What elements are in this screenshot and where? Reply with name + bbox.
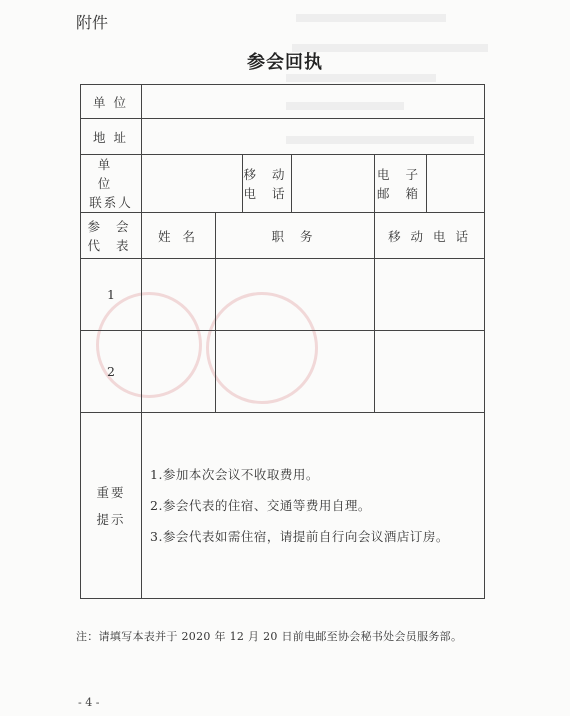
- important-label-line2: 提示: [96, 511, 126, 527]
- attachment-label: 附件: [76, 13, 109, 32]
- address-field[interactable]: [142, 119, 485, 155]
- contact-label: [81, 155, 142, 213]
- representative-row: [81, 331, 485, 413]
- representative-position-field[interactable]: [216, 259, 375, 331]
- note-item: 2.参会代表的住宿、交通等费用自理。: [150, 497, 371, 513]
- mobile-label-line1: 移 动: [243, 166, 291, 182]
- mobile-label: [243, 155, 292, 213]
- important-notes: [142, 413, 485, 599]
- unit-field[interactable]: [142, 85, 485, 119]
- position-column-header: 职 务: [216, 213, 375, 259]
- email-label: [375, 155, 427, 213]
- footnote: 注：请填写本表并于 2020 年 12 月 20 日前电邮至协会秘书处会员服务部。: [76, 630, 463, 643]
- representative-label-line1: 参 会: [87, 218, 135, 234]
- name-column-header: 姓 名: [142, 213, 216, 259]
- important-label-line1: 重要: [96, 484, 126, 500]
- email-label-line1: 电 子: [377, 166, 424, 182]
- email-field[interactable]: [427, 155, 485, 213]
- mobile-field[interactable]: [292, 155, 375, 213]
- representative-phone-field[interactable]: [375, 331, 485, 413]
- address-label: 地址: [81, 119, 142, 155]
- reply-form-table: [80, 84, 485, 599]
- contact-field[interactable]: [142, 155, 243, 213]
- bleed-through-line: [296, 14, 446, 22]
- contact-label-line1: 单 位: [97, 157, 125, 191]
- representative-name-field[interactable]: [142, 259, 216, 331]
- note-item: 1.参加本次会议不收取费用。: [150, 466, 319, 482]
- representative-label: [81, 213, 142, 259]
- representative-row: [81, 259, 485, 331]
- phone-column-header: 移 动 电 话: [375, 213, 485, 259]
- important-label: [81, 413, 142, 599]
- note-item: 3.参会代表如需住宿，请提前自行向会议酒店订房。: [150, 528, 449, 544]
- page-title: 参会回执: [247, 52, 323, 73]
- representative-position-field[interactable]: [216, 331, 375, 413]
- representative-name-field[interactable]: [142, 331, 216, 413]
- bleed-through-line: [286, 74, 436, 82]
- page-number: - 4 -: [78, 696, 100, 709]
- representative-phone-field[interactable]: [375, 259, 485, 331]
- email-label-line2: 邮 箱: [377, 185, 424, 201]
- unit-label: 单位: [81, 85, 142, 119]
- contact-label-line2: 联系人: [89, 195, 133, 210]
- representative-index: 1: [81, 259, 142, 331]
- mobile-label-line2: 电 话: [243, 185, 291, 201]
- representative-label-line2: 代 表: [87, 237, 135, 253]
- representative-index: 2: [81, 331, 142, 413]
